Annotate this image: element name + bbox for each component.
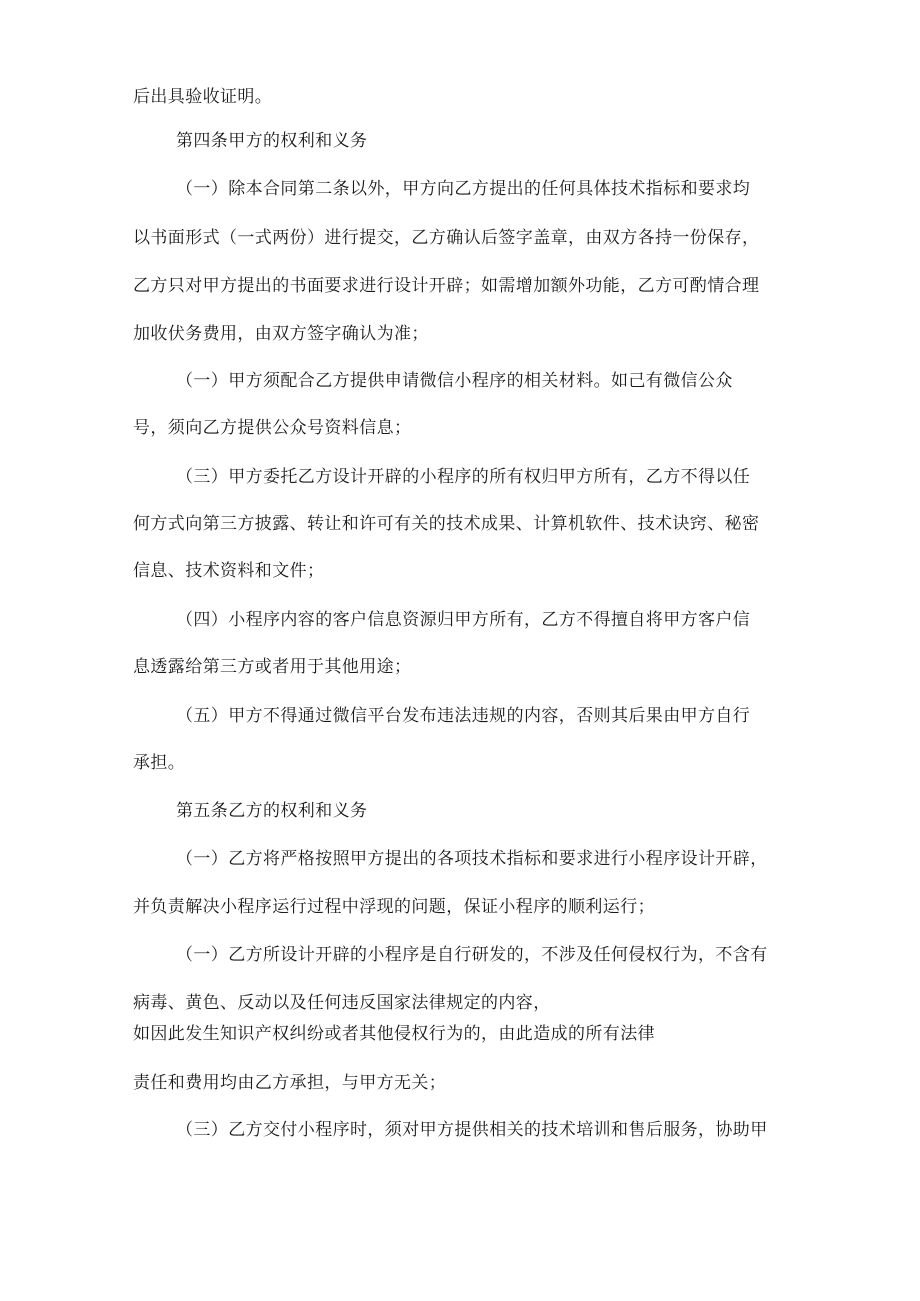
text-line: 责任和费用均由乙方承担，与甲方无关； <box>133 1073 447 1093</box>
text-line: （一）乙方将严格按照甲方提出的各项技术指标和要求进行小程序设计开辟， <box>176 849 768 869</box>
text-line: 何方式向第三方披露、转让和许可有关的技术成果、计算机软件、技术诀窍、秘密 <box>133 514 760 534</box>
text-line: （五）甲方不得通过微信平台发布违法违规的内容，否则其后果由甲方自行 <box>176 706 751 726</box>
text-line: （四）小程序内容的客户信息资源归甲方所有，乙方不得擅自将甲方客户信 <box>176 610 751 630</box>
text-line: 息透露给第三方或者用于其他用途； <box>133 657 412 677</box>
text-line: （一）乙方所设计开辟的小程序是自行研发的，不涉及任何侵权行为，不含有 <box>176 945 768 965</box>
text-line: 承担。 <box>133 753 186 773</box>
text-line: 加收伏务费用，由双方签字确认为准； <box>133 324 429 344</box>
text-line: （一）甲方须配合乙方提供申请微信小程序的相关材料。如己有微信公众 <box>176 371 733 391</box>
section-heading: 第五条乙方的权利和义务 <box>176 801 368 821</box>
text-line: （三）甲方委托乙方设计开辟的小程序的所有权归甲方所有，乙方不得以任 <box>176 467 751 487</box>
text-line: 以书面形式（一式两份）进行提交，乙方确认后签字盖章，由双方各持一份保存， <box>133 228 760 248</box>
text-line: 乙方只对甲方提出的书面要求进行设计开辟；如需增加额外功能，乙方可酌情合理 <box>133 276 760 296</box>
text-line: 后出具验收证明。 <box>133 87 273 107</box>
text-line: 号，须向乙方提供公众号资料信息； <box>133 418 412 438</box>
text-line: 如因此发生知识产权纠纷或者其他侵权行为的，由此造成的所有法律 <box>133 1024 655 1044</box>
text-line: （三）乙方交付小程序时，须对甲方提供相关的技术培训和售后服务，协助甲 <box>176 1120 768 1140</box>
section-heading: 第四条甲方的权利和义务 <box>176 131 368 151</box>
text-line: 并负责解决小程序运行过程中浮现的问题，保证小程序的顺利运行； <box>133 897 655 917</box>
text-line: 信息、技术资料和文件； <box>133 561 325 581</box>
text-line: 病毒、黄色、反动以及任何违反国家法律规定的内容， <box>133 993 551 1013</box>
text-line: （一）除本合同第二条以外，甲方向乙方提出的任何具体技术指标和要求均 <box>176 179 751 199</box>
